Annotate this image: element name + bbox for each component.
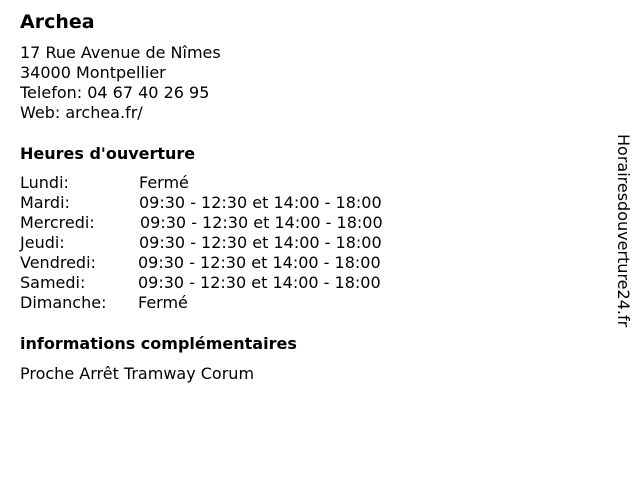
day-hours: 09:30 - 12:30 et 14:00 - 18:00 xyxy=(138,273,381,292)
address-block xyxy=(20,43,221,123)
day-label: Vendredi: xyxy=(20,253,96,272)
day-hours: Fermé xyxy=(138,293,188,312)
business-name: Archea xyxy=(20,11,95,33)
day-label: Mercredi: xyxy=(20,213,95,232)
day-label: Jeudi: xyxy=(20,233,65,252)
phone-number: Telefon: 04 67 40 26 95 xyxy=(20,83,210,102)
watermark-text: Horairesdouverture24.fr xyxy=(614,134,633,328)
opening-hours-heading: Heures d'ouverture xyxy=(20,144,196,163)
day-hours: 09:30 - 12:30 et 14:00 - 18:00 xyxy=(139,193,382,212)
watermark xyxy=(613,134,633,374)
street-address: 17 Rue Avenue de Nîmes xyxy=(20,43,221,62)
day-label: Samedi: xyxy=(20,273,86,292)
additional-info-heading: informations complémentaires xyxy=(20,334,297,353)
day-label: Lundi: xyxy=(20,173,69,192)
city-address: 34000 Montpellier xyxy=(20,63,166,82)
website: Web: archea.fr/ xyxy=(20,103,143,122)
day-hours: 09:30 - 12:30 et 14:00 - 18:00 xyxy=(140,213,383,232)
day-label: Mardi: xyxy=(20,193,70,212)
day-label: Dimanche: xyxy=(20,293,107,312)
day-hours: 09:30 - 12:30 et 14:00 - 18:00 xyxy=(138,253,381,272)
day-hours: 09:30 - 12:30 et 14:00 - 18:00 xyxy=(139,233,382,252)
day-hours: Fermé xyxy=(139,173,189,192)
additional-info-text: Proche Arrêt Tramway Corum xyxy=(20,364,255,383)
